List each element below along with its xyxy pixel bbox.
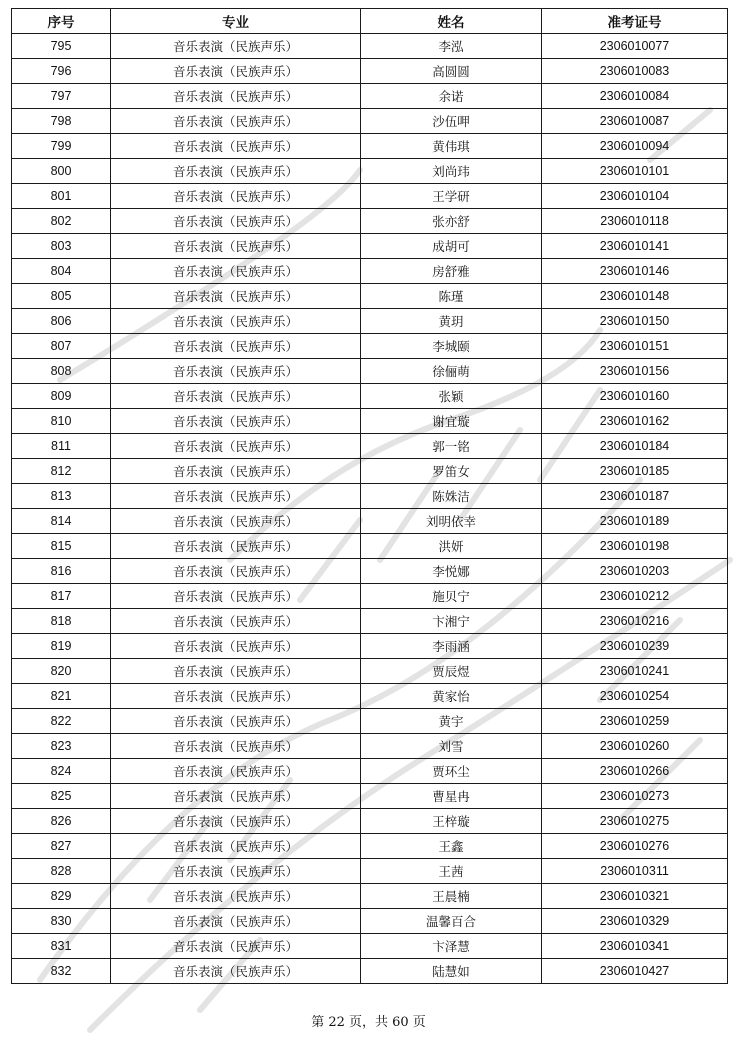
table-row bbox=[12, 184, 728, 209]
table-row bbox=[12, 509, 728, 534]
table-row bbox=[12, 334, 728, 359]
row-name: 谢宜璇 bbox=[361, 409, 542, 434]
table-row bbox=[12, 909, 728, 934]
row-seq: 822 bbox=[12, 709, 111, 734]
row-seq: 804 bbox=[12, 259, 111, 284]
row-name: 李雨涵 bbox=[361, 634, 542, 659]
row-seq: 826 bbox=[12, 809, 111, 834]
row-major: 音乐表演（民族声乐） bbox=[111, 709, 361, 734]
table-row bbox=[12, 584, 728, 609]
table-row bbox=[12, 959, 728, 984]
row-exam-id: 2306010275 bbox=[542, 809, 728, 834]
row-exam-id: 2306010094 bbox=[542, 134, 728, 159]
row-exam-id: 2306010260 bbox=[542, 734, 728, 759]
row-name: 张亦舒 bbox=[361, 209, 542, 234]
row-seq: 799 bbox=[12, 134, 111, 159]
row-name: 贾环尘 bbox=[361, 759, 542, 784]
row-major: 音乐表演（民族声乐） bbox=[111, 484, 361, 509]
row-seq: 797 bbox=[12, 84, 111, 109]
row-exam-id: 2306010156 bbox=[542, 359, 728, 384]
row-name: 罗笛女 bbox=[361, 459, 542, 484]
row-name: 王晨楠 bbox=[361, 884, 542, 909]
row-seq: 807 bbox=[12, 334, 111, 359]
row-major: 音乐表演（民族声乐） bbox=[111, 759, 361, 784]
table-row bbox=[12, 409, 728, 434]
row-major: 音乐表演（民族声乐） bbox=[111, 859, 361, 884]
row-major: 音乐表演（民族声乐） bbox=[111, 234, 361, 259]
row-major: 音乐表演（民族声乐） bbox=[111, 534, 361, 559]
row-major: 音乐表演（民族声乐） bbox=[111, 359, 361, 384]
table-row bbox=[12, 159, 728, 184]
row-name: 黄伟琪 bbox=[361, 134, 542, 159]
row-seq: 818 bbox=[12, 609, 111, 634]
row-name: 徐俪萌 bbox=[361, 359, 542, 384]
row-exam-id: 2306010101 bbox=[542, 159, 728, 184]
row-seq: 825 bbox=[12, 784, 111, 809]
row-exam-id: 2306010254 bbox=[542, 684, 728, 709]
row-major: 音乐表演（民族声乐） bbox=[111, 509, 361, 534]
table-row bbox=[12, 609, 728, 634]
row-name: 贾辰煜 bbox=[361, 659, 542, 684]
row-seq: 796 bbox=[12, 59, 111, 84]
table-row bbox=[12, 834, 728, 859]
row-name: 郭一铭 bbox=[361, 434, 542, 459]
row-seq: 821 bbox=[12, 684, 111, 709]
table-row bbox=[12, 259, 728, 284]
row-seq: 810 bbox=[12, 409, 111, 434]
table-header-row bbox=[12, 9, 728, 34]
row-exam-id: 2306010266 bbox=[542, 759, 728, 784]
row-name: 房舒雅 bbox=[361, 259, 542, 284]
row-name: 王鑫 bbox=[361, 834, 542, 859]
row-seq: 809 bbox=[12, 384, 111, 409]
header-name: 姓名 bbox=[361, 9, 542, 34]
table-row bbox=[12, 59, 728, 84]
row-seq: 801 bbox=[12, 184, 111, 209]
table-row bbox=[12, 634, 728, 659]
header-seq: 序号 bbox=[12, 9, 111, 34]
row-exam-id: 2306010321 bbox=[542, 884, 728, 909]
table-row bbox=[12, 34, 728, 59]
table-row bbox=[12, 234, 728, 259]
row-name: 沙伍呷 bbox=[361, 109, 542, 134]
row-major: 音乐表演（民族声乐） bbox=[111, 834, 361, 859]
table-body bbox=[12, 34, 728, 984]
row-seq: 827 bbox=[12, 834, 111, 859]
table-row bbox=[12, 559, 728, 584]
row-seq: 829 bbox=[12, 884, 111, 909]
row-seq: 814 bbox=[12, 509, 111, 534]
row-exam-id: 2306010083 bbox=[542, 59, 728, 84]
table-row bbox=[12, 934, 728, 959]
row-name: 卞湘宁 bbox=[361, 609, 542, 634]
row-seq: 808 bbox=[12, 359, 111, 384]
row-major: 音乐表演（民族声乐） bbox=[111, 59, 361, 84]
row-seq: 816 bbox=[12, 559, 111, 584]
row-exam-id: 2306010084 bbox=[542, 84, 728, 109]
row-seq: 817 bbox=[12, 584, 111, 609]
row-major: 音乐表演（民族声乐） bbox=[111, 809, 361, 834]
row-major: 音乐表演（民族声乐） bbox=[111, 884, 361, 909]
row-seq: 803 bbox=[12, 234, 111, 259]
row-exam-id: 2306010341 bbox=[542, 934, 728, 959]
row-exam-id: 2306010276 bbox=[542, 834, 728, 859]
table-row bbox=[12, 359, 728, 384]
row-name: 王茜 bbox=[361, 859, 542, 884]
row-major: 音乐表演（民族声乐） bbox=[111, 84, 361, 109]
page-footer: 第 22 页，共 60 页 bbox=[311, 1015, 426, 1030]
header-exam-id: 准考证号 bbox=[542, 9, 728, 34]
table-row bbox=[12, 859, 728, 884]
row-exam-id: 2306010160 bbox=[542, 384, 728, 409]
row-exam-id: 2306010187 bbox=[542, 484, 728, 509]
row-exam-id: 2306010239 bbox=[542, 634, 728, 659]
row-seq: 805 bbox=[12, 284, 111, 309]
table-row bbox=[12, 284, 728, 309]
row-name: 卞泽慧 bbox=[361, 934, 542, 959]
row-name: 黄玥 bbox=[361, 309, 542, 334]
table-row bbox=[12, 484, 728, 509]
table-row bbox=[12, 784, 728, 809]
row-exam-id: 2306010259 bbox=[542, 709, 728, 734]
row-name: 李悦娜 bbox=[361, 559, 542, 584]
row-name: 王学研 bbox=[361, 184, 542, 209]
row-major: 音乐表演（民族声乐） bbox=[111, 934, 361, 959]
row-major: 音乐表演（民族声乐） bbox=[111, 459, 361, 484]
row-exam-id: 2306010427 bbox=[542, 959, 728, 984]
row-name: 高圆圆 bbox=[361, 59, 542, 84]
row-major: 音乐表演（民族声乐） bbox=[111, 34, 361, 59]
row-exam-id: 2306010150 bbox=[542, 309, 728, 334]
row-major: 音乐表演（民族声乐） bbox=[111, 134, 361, 159]
row-name: 陈瑾 bbox=[361, 284, 542, 309]
row-name: 施贝宁 bbox=[361, 584, 542, 609]
table-row bbox=[12, 709, 728, 734]
row-major: 音乐表演（民族声乐） bbox=[111, 634, 361, 659]
table-row bbox=[12, 759, 728, 784]
row-major: 音乐表演（民族声乐） bbox=[111, 184, 361, 209]
table-row bbox=[12, 309, 728, 334]
row-seq: 798 bbox=[12, 109, 111, 134]
row-major: 音乐表演（民族声乐） bbox=[111, 734, 361, 759]
table-row bbox=[12, 659, 728, 684]
table-row bbox=[12, 809, 728, 834]
row-exam-id: 2306010185 bbox=[542, 459, 728, 484]
row-name: 陆慧如 bbox=[361, 959, 542, 984]
table-row bbox=[12, 109, 728, 134]
row-seq: 828 bbox=[12, 859, 111, 884]
row-major: 音乐表演（民族声乐） bbox=[111, 409, 361, 434]
row-exam-id: 2306010273 bbox=[542, 784, 728, 809]
row-seq: 823 bbox=[12, 734, 111, 759]
table-row bbox=[12, 459, 728, 484]
row-exam-id: 2306010077 bbox=[542, 34, 728, 59]
header-major: 专业 bbox=[111, 9, 361, 34]
row-seq: 831 bbox=[12, 934, 111, 959]
row-name: 余诺 bbox=[361, 84, 542, 109]
row-exam-id: 2306010241 bbox=[542, 659, 728, 684]
row-exam-id: 2306010162 bbox=[542, 409, 728, 434]
row-major: 音乐表演（民族声乐） bbox=[111, 659, 361, 684]
row-name: 洪妍 bbox=[361, 534, 542, 559]
table-row bbox=[12, 134, 728, 159]
row-seq: 795 bbox=[12, 34, 111, 59]
row-exam-id: 2306010329 bbox=[542, 909, 728, 934]
row-name: 曹星冉 bbox=[361, 784, 542, 809]
row-seq: 811 bbox=[12, 434, 111, 459]
table-row bbox=[12, 684, 728, 709]
row-major: 音乐表演（民族声乐） bbox=[111, 684, 361, 709]
row-seq: 800 bbox=[12, 159, 111, 184]
row-exam-id: 2306010104 bbox=[542, 184, 728, 209]
row-name: 王梓璇 bbox=[361, 809, 542, 834]
row-major: 音乐表演（民族声乐） bbox=[111, 909, 361, 934]
table-row bbox=[12, 84, 728, 109]
row-seq: 820 bbox=[12, 659, 111, 684]
row-name: 温馨百合 bbox=[361, 909, 542, 934]
row-exam-id: 2306010148 bbox=[542, 284, 728, 309]
row-seq: 813 bbox=[12, 484, 111, 509]
row-name: 陈姝洁 bbox=[361, 484, 542, 509]
row-exam-id: 2306010203 bbox=[542, 559, 728, 584]
row-major: 音乐表演（民族声乐） bbox=[111, 209, 361, 234]
table-row bbox=[12, 434, 728, 459]
row-seq: 812 bbox=[12, 459, 111, 484]
row-major: 音乐表演（民族声乐） bbox=[111, 284, 361, 309]
row-major: 音乐表演（民族声乐） bbox=[111, 259, 361, 284]
row-exam-id: 2306010212 bbox=[542, 584, 728, 609]
row-name: 李城颐 bbox=[361, 334, 542, 359]
row-seq: 830 bbox=[12, 909, 111, 934]
row-exam-id: 2306010198 bbox=[542, 534, 728, 559]
row-name: 黄家怡 bbox=[361, 684, 542, 709]
row-exam-id: 2306010087 bbox=[542, 109, 728, 134]
row-seq: 815 bbox=[12, 534, 111, 559]
row-exam-id: 2306010141 bbox=[542, 234, 728, 259]
row-major: 音乐表演（民族声乐） bbox=[111, 334, 361, 359]
row-major: 音乐表演（民族声乐） bbox=[111, 434, 361, 459]
row-seq: 819 bbox=[12, 634, 111, 659]
row-major: 音乐表演（民族声乐） bbox=[111, 384, 361, 409]
row-name: 张颖 bbox=[361, 384, 542, 409]
row-major: 音乐表演（民族声乐） bbox=[111, 109, 361, 134]
row-name: 刘明依幸 bbox=[361, 509, 542, 534]
row-name: 黄宇 bbox=[361, 709, 542, 734]
row-exam-id: 2306010311 bbox=[542, 859, 728, 884]
row-major: 音乐表演（民族声乐） bbox=[111, 309, 361, 334]
row-exam-id: 2306010184 bbox=[542, 434, 728, 459]
table-row bbox=[12, 534, 728, 559]
row-major: 音乐表演（民族声乐） bbox=[111, 609, 361, 634]
row-exam-id: 2306010146 bbox=[542, 259, 728, 284]
row-seq: 824 bbox=[12, 759, 111, 784]
row-name: 刘雪 bbox=[361, 734, 542, 759]
admission-list-table bbox=[11, 8, 728, 984]
table-row bbox=[12, 884, 728, 909]
table-row bbox=[12, 734, 728, 759]
row-name: 李泓 bbox=[361, 34, 542, 59]
row-name: 刘尚玮 bbox=[361, 159, 542, 184]
table-row bbox=[12, 384, 728, 409]
row-seq: 806 bbox=[12, 309, 111, 334]
row-major: 音乐表演（民族声乐） bbox=[111, 959, 361, 984]
row-exam-id: 2306010118 bbox=[542, 209, 728, 234]
row-exam-id: 2306010216 bbox=[542, 609, 728, 634]
row-seq: 802 bbox=[12, 209, 111, 234]
row-major: 音乐表演（民族声乐） bbox=[111, 159, 361, 184]
row-major: 音乐表演（民族声乐） bbox=[111, 584, 361, 609]
table-row bbox=[12, 209, 728, 234]
row-major: 音乐表演（民族声乐） bbox=[111, 559, 361, 584]
row-major: 音乐表演（民族声乐） bbox=[111, 784, 361, 809]
row-exam-id: 2306010189 bbox=[542, 509, 728, 534]
row-seq: 832 bbox=[12, 959, 111, 984]
row-name: 成胡可 bbox=[361, 234, 542, 259]
row-exam-id: 2306010151 bbox=[542, 334, 728, 359]
